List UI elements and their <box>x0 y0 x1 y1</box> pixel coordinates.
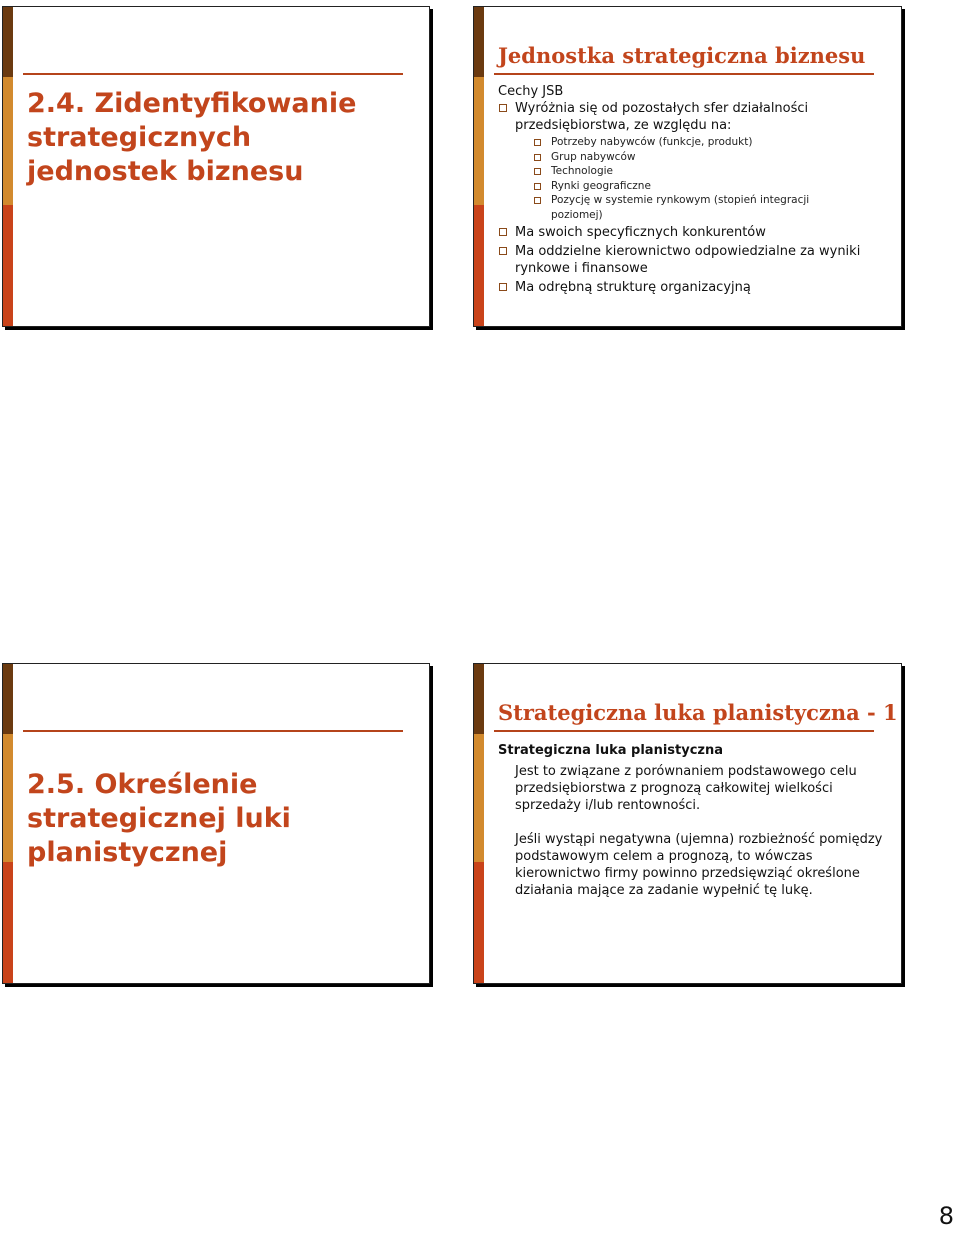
list-item <box>498 243 887 277</box>
sub-list-item-text: Grup nabywców <box>551 150 636 163</box>
sub-list-item <box>534 150 887 165</box>
list-item-text: Ma oddzielne kierownictwo odpowiedzialne za wyniki rynkowe i finansowe <box>515 244 861 276</box>
bullet-list <box>498 224 887 296</box>
square-bullet-icon <box>534 197 541 204</box>
slide-title: Strategiczna luka planistyczna - 1 <box>498 700 898 725</box>
sub-list-item-text: Technologie <box>551 165 613 177</box>
slide-section-2-4 <box>2 6 430 327</box>
slide-accent-stripe <box>474 664 484 983</box>
slide-title: Jednostka strategiczna biznesu <box>498 43 866 68</box>
slide-accent-stripe <box>3 7 13 326</box>
slide-jednostka-strategiczna <box>473 6 902 327</box>
slide-luka-planistyczna <box>473 663 902 984</box>
slide-accent-stripe <box>474 7 484 326</box>
title-rule <box>494 730 874 732</box>
list-item <box>498 279 887 296</box>
paragraph: Jest to związane z porównaniem podstawowego celu przedsiębiorstwa z prognozą całkowitej wielkości sprzedaży i/lub rentowności. <box>515 764 857 813</box>
list-item <box>498 100 887 134</box>
square-bullet-icon <box>499 104 507 112</box>
sub-list-item <box>534 179 887 194</box>
square-bullet-icon <box>534 183 541 190</box>
sub-list-item <box>534 135 887 150</box>
bullet-list <box>498 100 887 134</box>
title-rule <box>494 73 874 75</box>
slide-accent-stripe <box>3 664 13 983</box>
section-title: 2.5. Określenie strategicznej luki planistycznej <box>27 769 291 868</box>
square-bullet-icon <box>534 154 541 161</box>
square-bullet-icon <box>534 168 541 175</box>
slide-heading: Cechy JSB <box>498 84 564 99</box>
list-item-text: Wyróżnia się od pozostałych sfer działalności przedsiębiorstwa, ze względu na: <box>515 101 809 133</box>
sub-list-item-text: Pozycję w systemie rynkowym (stopień integracji poziomej) <box>551 194 810 221</box>
title-rule <box>23 73 403 75</box>
slide-section-2-5 <box>2 663 430 984</box>
sub-list-item <box>534 164 887 179</box>
list-item-text: Ma odrębną strukturę organizacyjną <box>515 280 751 295</box>
square-bullet-icon <box>499 228 507 236</box>
title-rule <box>23 730 403 732</box>
sub-list-item-text: Rynki geograficzne <box>551 179 651 192</box>
square-bullet-icon <box>499 247 507 255</box>
sub-list-item <box>534 193 887 222</box>
paragraph: Jeśli wystąpi negatywna (ujemna) rozbieżność pomiędzy podstawowym celem a prognozą, to wówczas kierownictwo firmy powinno przedsięwziąć określone działania mające za zadanie wypełnić tę lukę. <box>515 832 883 898</box>
list-item <box>498 224 887 241</box>
sub-bullet-list <box>498 135 887 222</box>
section-title: 2.4. Zidentyfikowanie strategicznych jednostek biznesu <box>27 88 357 187</box>
slide-heading: Strategiczna luka planistyczna <box>498 743 724 758</box>
square-bullet-icon <box>499 283 507 291</box>
sub-list-item-text: Potrzeby nabywców (funkcje, produkt) <box>551 136 753 148</box>
list-item-text: Ma swoich specyficznych konkurentów <box>515 225 766 240</box>
square-bullet-icon <box>534 139 541 146</box>
page-number: 8 <box>938 1202 954 1230</box>
